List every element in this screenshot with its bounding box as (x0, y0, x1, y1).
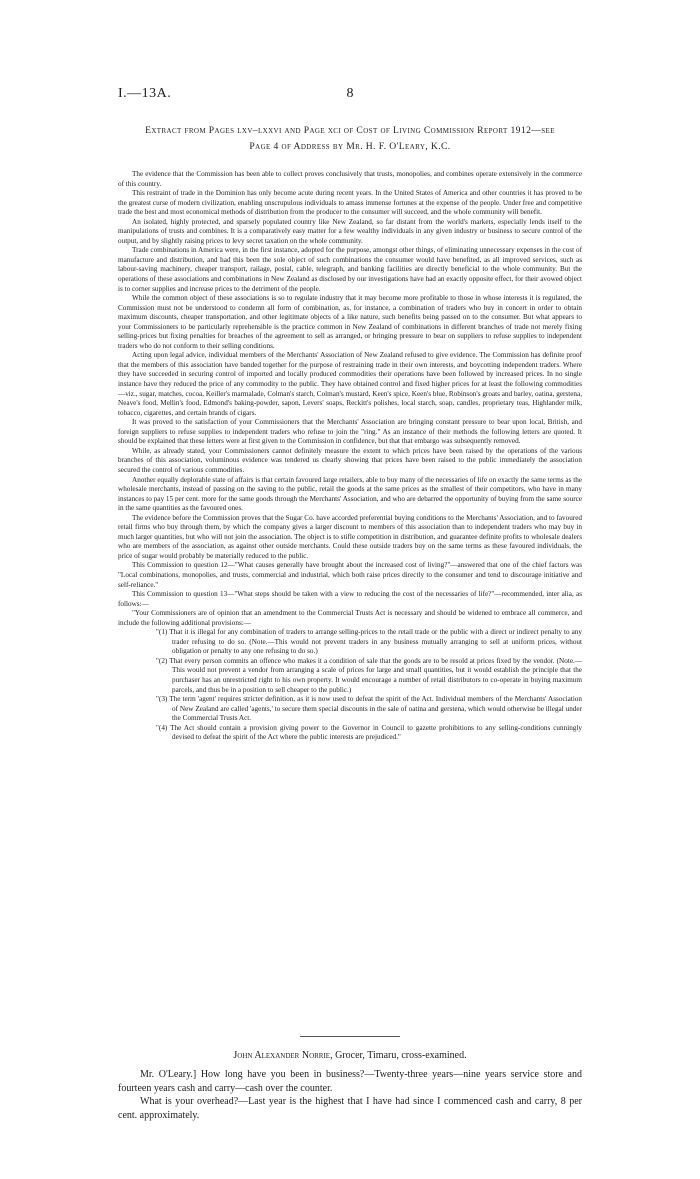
provision-item: "(2) That every person commits an offence who makes it a condition of sale that the goods are to be resold at prices fixed by the vendor. (Note.—This would not prevent a vendor from arranging a scale of prices for large and small quantities, but it would establish the principle that the purchaser has an unrestricted right to his own property. It would encourage a number of retail distributors to co-operate in buying maximum parcels, and thus be in a position to sell cheaper to the public.) (156, 656, 582, 694)
paragraph: This restraint of trade in the Dominion has only become acute during recent years. In the United States of America and other countries it has proved to be the greatest curse of modern civilization, enabling unscrupulous individuals to amass immense fortunes at the expense of the people. Under free and competitive trade the best and most economical methods of distribution from the producer to the consumer will succeed, and the whole community will benefit. (118, 189, 582, 217)
paragraph: This Commission to question 13—"What steps should be taken with a view to reducing the cost of the necessaries of life?"—recommended, inter alia, as follows:— (118, 590, 582, 608)
page-number: 8 (346, 86, 354, 101)
paragraph: Acting upon legal advice, individual members of the Merchants' Association of New Zealand refused to give evidence. The Commission has definite proof that the members of this association have banded together for the purpose of restraining trade in their own interests, and boycotting independent traders. Where they have succeeded in securing control of imported and locally produced commodities their operations have been followed by increased prices. In no single instance have they reduced the price of any commodity to the public. They have obtained control and fixed higher prices for at least the following commodities—viz., sugar, matches, cocoa, Keiller's marmalade, Colman's starch, Colman's mustard, Keen's spice, Keen's blue, Robinson's groats and barley, oatina, gerstena, Neave's food, Mellin's food, Edmond's baking-powder, sapon, Levers' soaps, Reckitt's polishes, local starch, soap, candles, proprietary teas, Highlander milk, tobacco, cigarettes, and certain brands of cigars. (118, 351, 582, 417)
paragraph: Trade combinations in America were, in the first instance, adopted for the purpose, amongst other things, of eliminating unnecessary expenses in the cost of manufacture and distribution, and had this been the sole object of such combinations the consumer would have benefited, as all improved services, such as labour-saving machinery, cheaper transport, railage, postal, cable, telegraph, and banking facilities are directly beneficial to the whole community. But the operations of these associations and combinations in New Zealand as disclosed by our investigations have had an exactly opposite effect, for their avowed object is to corner supplies and increase prices to the detriment of the people. (118, 246, 582, 293)
provision-item: "(1) That it is illegal for any combination of traders to arrange selling-prices to the retail trade or the public with a direct or indirect penalty to any trader refusing to do so. (Note.—This would not prevent traders in any business mutually arranging to sell at uniform prices, without obligation or penalty to any one refusing to do so.) (156, 628, 582, 656)
section-divider (300, 1036, 400, 1037)
paragraph: While the common object of these associations is so to regulate industry that it may become more profitable to those in whose interests it is regulated, the Commission must not be understood to condemn all form of combination, as, for instance, a combination of traders who buy in concert in order to obtain maximum discounts, cheaper transportation, and other legitimate objects of a like nature, such benefits being passed on to the consumer. But what appears to your Commissioners to be particularly reprehensible is the practice common in New Zealand of combinations in different branches of trade not merely fixing selling-prices but fixing penalties for breaches of the agreement to sell as arranged, or bringing pressure to bear on suppliers to refuse supplies to independent traders who do not conform to their selling conditions. (118, 294, 582, 350)
witness-name: John Alexander Norrie (233, 1050, 331, 1061)
qa-paragraph: Mr. O'Leary.] How long have you been in business?—Twenty-three years—nine years service store and fourteen years cash and carry—cash over the counter. (118, 1069, 582, 1094)
witness-heading (118, 1050, 582, 1061)
paragraph: While, as already stated, your Commissioners cannot definitely measure the extent to which prices have been raised by the operations of the various branches of this association, voluminous evidence was tendered us clearly showing that prices have been raised to the public immediately the association secured the control of various commodities. (118, 446, 582, 474)
paragraph: Another equally deplorable state of affairs is that certain favoured large retailers, able to buy many of the necessaries of life on exactly the same terms as the wholesale merchants, instead of passing on the saving to the public, retail the goods at the same prices as the smallest of their competitors, who have in many instances to pay 15 per cent. more for the same goods through the Merchants' Association, and who are debarred the opportunity of buying from the same source in the same quantities as the favoured ones. (118, 475, 582, 513)
paragraph: The evidence before the Commission proves that the Sugar Co. have accorded preferential buying conditions to the Merchants' Association, and to favoured retail firms who buy through them, by which the company gives a larger discount to members of this association than to independent traders who may buy in much larger quantities, but who will not join the association. The object is to stifle competition in distribution, and guarantee definite profits to wholesale dealers who are members of the association, as against other outside merchants. Could these outside traders buy on the same terms as these favoured individuals, the price of sugar would probably be materially reduced to the public. (118, 513, 582, 560)
document-reference: I.—13A. (118, 86, 172, 101)
extract-title (118, 123, 582, 155)
cross-examination (118, 1068, 582, 1122)
paragraph: "Your Commissioners are of opinion that an amendment to the Commercial Trusts Act is necessary and should be widened to embrace all commerce, and include the following additional provisions:— (118, 609, 582, 627)
extract-body (118, 170, 582, 743)
extract-title-line-2: Page 4 of Address by Mr. H. F. O'Leary, K.C. (249, 141, 451, 152)
provision-item: "(3) The term 'agent' requires stricter definition, as it is now used to defeat the spirit of the Act. Individual members of the Merchants' Association of New Zealand are called 'agents,' to secure them special discounts in the sale of oatina and gerstena, which would otherwise be illegal under the Commercial Trusts Act. (156, 695, 582, 723)
provision-item: "(4) The Act should contain a provision giving power to the Governor in Council to gazette prohibitions to any selling-conditions cunningly devised to defeat the spirit of the Act where the public interests are prejudiced." (156, 723, 582, 742)
qa-paragraph: What is your overhead?—Last year is the highest that I have had since I commenced cash and carry, 8 per cent. approximately. (118, 1096, 582, 1121)
paragraph: The evidence that the Commission has been able to collect proves conclusively that trusts, monopolies, and combines operate extensively in the commerce of this country. (118, 170, 582, 188)
page-header (118, 86, 582, 106)
paragraph: This Commission to question 12—"What causes generally have brought about the increased cost of living?"—answered that one of the chief factors was "Local combinations, monopolies, and trusts, commercial and industrial, which both raise prices directly to the consumer and tend to discourage initiative and self-reliance." (118, 561, 582, 589)
paragraph: An isolated, highly protected, and sparsely populated country like New Zealand, so far distant from the world's markets, especially lends itself to the manipulations of trusts and combines. It is a comparatively easy matter for a few wealthy individuals in any given industry or business to secure control of the output, and by slightly raising prices to levy secret taxation on the whole community. (118, 217, 582, 245)
extract-title-line-1: Extract from Pages lxv–lxxvi and Page xci of Cost of Living Commission Report 1912—see (145, 125, 555, 136)
witness-description: , Grocer, Timaru, cross-examined. (330, 1050, 467, 1061)
paragraph: It was proved to the satisfaction of your Commissioners that the Merchants' Association are bringing constant pressure to bear upon local, British, and foreign suppliers to refuse supplies to independent traders who refuse to join the "ring." As an instance of their methods the following letters are quoted. It should be explained that these letters were at first given to the Commission in confidence, but that that embargo was subsequently removed. (118, 418, 582, 446)
